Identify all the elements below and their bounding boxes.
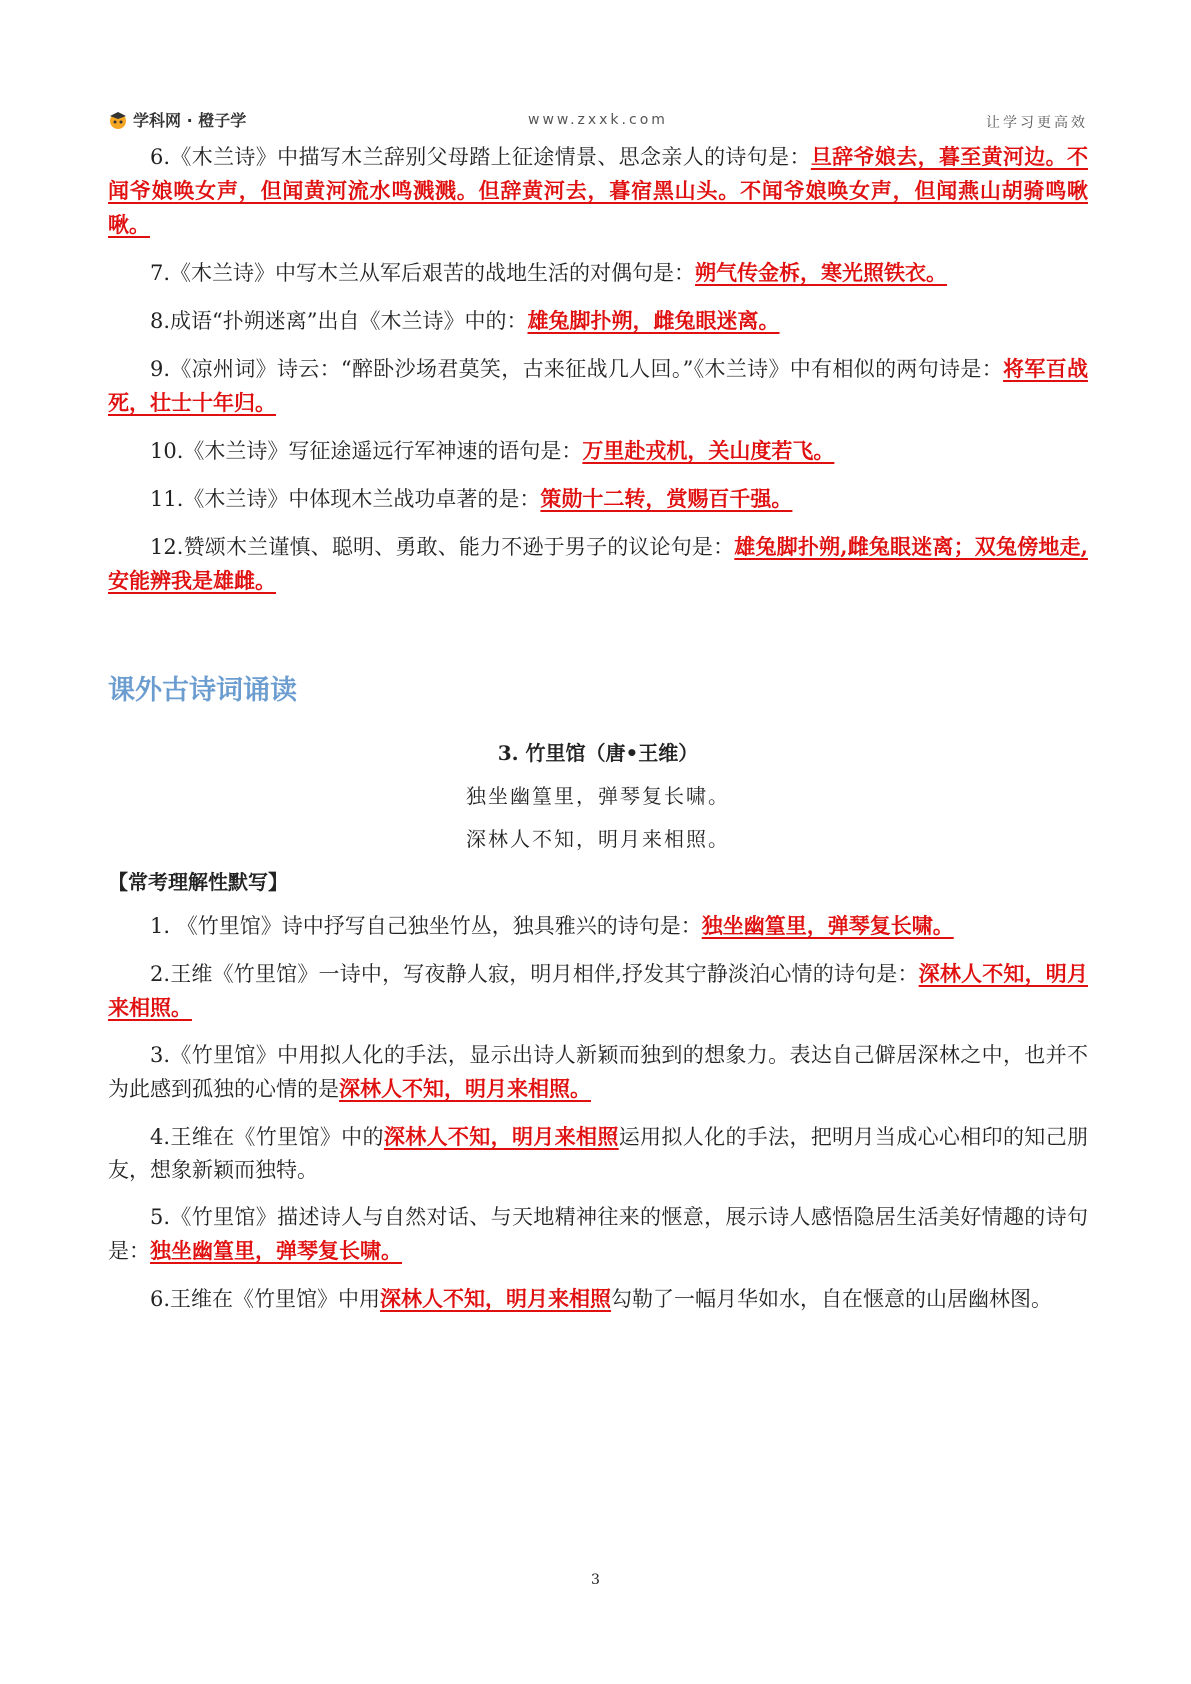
answer-text: 策勋十二转，赏赐百千强。 xyxy=(540,486,793,511)
site-logo[interactable] xyxy=(108,108,246,131)
question-item: 6.王维在《竹里馆》中用深林人不知，明月来相照勾勒了一幅月华如水，自在惬意的山居幽林图。 xyxy=(150,1286,1053,1311)
poem-line: 深林人不知，明月来相照。 xyxy=(466,827,730,851)
logo-icon xyxy=(108,110,128,130)
document-body xyxy=(108,140,1088,1330)
question-item: 2.王维《竹里馆》一诗中，写夜静人寂，明月相伴,抒发其宁静淡泊心情的诗句是：深林人不知，明月来相照。 xyxy=(108,961,1088,1020)
logo-text: 学科网 · 橙子学 xyxy=(133,111,247,130)
answer-text: 万里赴戎机，关山度若飞。 xyxy=(582,438,835,463)
answer-text: 深林人不知，明月来相照。 xyxy=(339,1076,591,1101)
answer-text: 将军百战死，壮士十年归。 xyxy=(108,356,1088,415)
question-item: 10.《木兰诗》写征途遥远行军神速的语句是：万里赴戎机，关山度若飞。 xyxy=(150,438,835,463)
page-number: 3 xyxy=(591,1572,600,1588)
question-item: 1. 《竹里馆》诗中抒写自己独坐竹丛，独具雅兴的诗句是：独坐幽篁里，弹琴复长啸。 xyxy=(150,913,954,938)
question-item: 3.《竹里馆》中用拟人化的手法，显示出诗人新颖而独到的想象力。表达自己僻居深林之中，也并不为此感到孤独的心情的是深林人不知，明月来相照。 xyxy=(108,1043,1088,1101)
part2-questions xyxy=(108,909,1088,1316)
poem-line: 独坐幽篁里，弹琴复长啸。 xyxy=(466,784,730,808)
section-title: 课外古诗词诵读 xyxy=(108,675,297,706)
site-slogan: 让学习更高效 xyxy=(986,115,1088,131)
sub-heading: 【常考理解性默写】 xyxy=(108,870,288,894)
answer-text: 雄兔脚扑朔,雌兔眼迷离；双兔傍地走,安能辨我是雄雌。 xyxy=(108,534,1088,593)
question-item: 7.《木兰诗》中写木兰从军后艰苦的战地生活的对偶句是：朔气传金柝，寒光照铁衣。 xyxy=(150,260,948,285)
question-item: 4.王维在《竹里馆》中的深林人不知，明月来相照运用拟人化的手法，把明月当成心心相印的知己朋友，想象新颖而独特。 xyxy=(108,1124,1089,1182)
poem-title: 3. 竹里馆（唐•王维） xyxy=(497,741,699,765)
question-item: 5.《竹里馆》描述诗人与自然对话、与天地精神往来的惬意，展示诗人感悟隐居生活美好情趣的诗句是：独坐幽篁里，弹琴复长啸。 xyxy=(108,1205,1088,1263)
answer-text: 独坐幽篁里，弹琴复长啸。 xyxy=(150,1238,402,1263)
site-url[interactable]: www.zxxk.com xyxy=(528,112,668,128)
answer-text: 深林人不知，明月来相照。 xyxy=(108,961,1088,1020)
question-item: 11.《木兰诗》中体现木兰战功卓著的是：策勋十二转，赏赐百千强。 xyxy=(150,486,793,511)
question-item: 9.《凉州词》诗云：“醉卧沙场君莫笑，古来征战几人回。”《木兰诗》中有相似的两句诗是：将军百战死，壮士十年归。 xyxy=(108,356,1088,415)
question-item: 6.《木兰诗》中描写木兰辞别父母踏上征途情景、思念亲人的诗句是：旦辞爷娘去，暮至黄河边。不闻爷娘唤女声，但闻黄河流水鸣溅溅。但辞黄河去，暮宿黑山头。不闻爷娘唤女声，但闻燕山胡骑鸣啾啾。 xyxy=(108,144,1089,237)
answer-text: 深林人不知，明月来相照 xyxy=(383,1124,619,1149)
answer-text: 深林人不知，明月来相照 xyxy=(380,1286,612,1311)
poem-block xyxy=(108,737,1088,852)
page-header xyxy=(108,108,1088,136)
answer-text: 旦辞爷娘去，暮至黄河边。不闻爷娘唤女声，但闻黄河流水鸣溅溅。但辞黄河去，暮宿黑山头。不闻爷娘唤女声，但闻燕山胡骑鸣啾啾。 xyxy=(108,144,1089,237)
answer-text: 独坐幽篁里，弹琴复长啸。 xyxy=(701,913,954,938)
question-item: 8.成语“扑朔迷离”出自《木兰诗》中的：雄兔脚扑朔，雌兔眼迷离。 xyxy=(150,308,780,333)
part1-questions xyxy=(108,140,1088,598)
answer-text: 朔气传金柝，寒光照铁衣。 xyxy=(695,260,948,285)
question-item: 12.赞颂木兰谨慎、聪明、勇敢、能力不逊于男子的议论句是：雄兔脚扑朔,雌兔眼迷离；双兔傍地走,安能辨我是雄雌。 xyxy=(108,534,1088,593)
answer-text: 雄兔脚扑朔，雌兔眼迷离。 xyxy=(527,308,780,333)
